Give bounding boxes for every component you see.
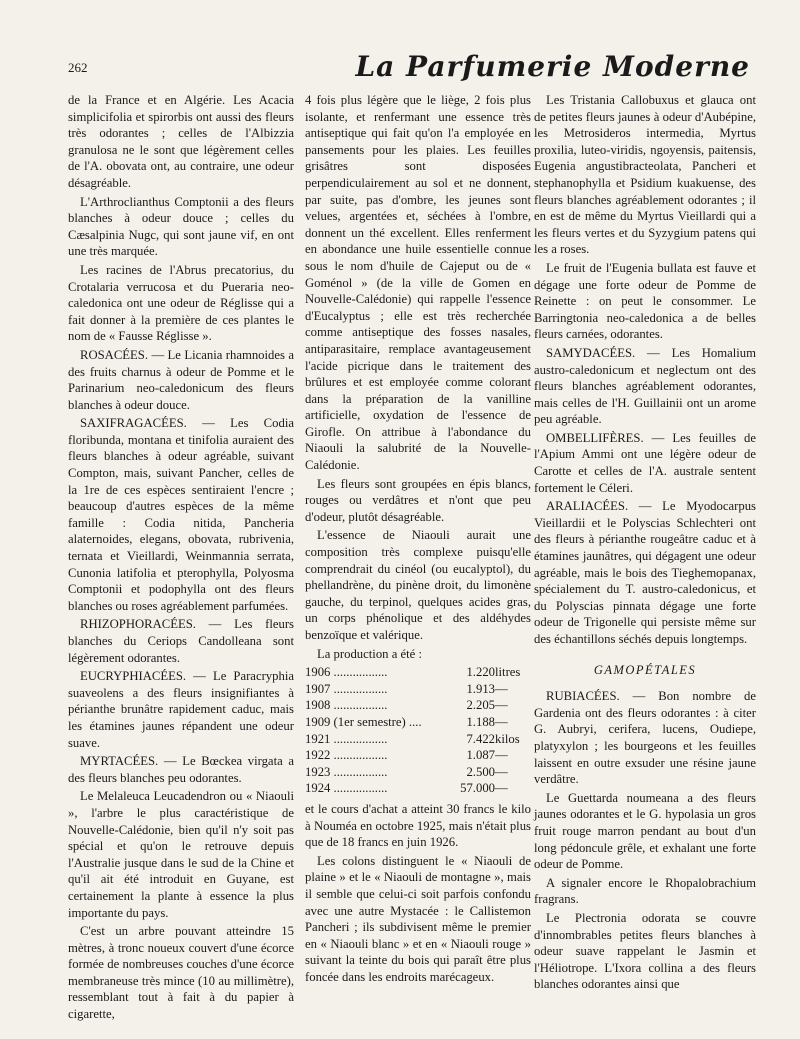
- journal-masthead: La Parfumerie Moderne: [355, 50, 750, 83]
- table-row: [305, 764, 531, 781]
- year-cell: 1921 .................: [305, 731, 388, 746]
- paragraph: 4 fois plus légère que le liège, 2 fois plus isolante, et renfermant une essence très antiseptique qui fait qu'on l'a employée en pansements pour les plaies. Les feuilles grisâtres sont disposées perpendiculairement au sol et ne donnent, par suite, pas d'ombre, les jeunes sont velues, argentées et, séchées à l'ombre, donnent un thé excellent. Elles renferment en abondance une huile essentielle connue sous le nom d'huile de Cajeput ou de « Goménol » (de la ville de Gomen en Nouvelle-Calédonie) qui rappelle l'essence d'Eucalyptus ; elle est très recherchée comme antiseptique des fosses nasales, antiparasitaire, remplace avantageusement l'acide picrique dans le traitement des brûlures et est employée comme colorant dans la préparation de la vanilline artificielle, oxydation de l'essence de Girofle. On attribue à l'abondance du Niaouli la salubrité de la Nouvelle-Calédonie.: [305, 93, 531, 473]
- paragraph: SAMYDACÉES. — Les Homalium austro-caledonicum et neglectum ont des fleurs blanches agréablement odorantes, mais celles de l'H. Guillainii ont un arome peu agréable.: [534, 345, 756, 427]
- production-table: [305, 664, 531, 797]
- paragraph: RUBIACÉES. — Bon nombre de Gardenia ont des fleurs odorantes : à citer G. Aubryi, cerifera, lucens, Oudiepe, platyxylon ; les bourgeons et les feuilles laissent en outre exsuder une résine jaune verdâtre.: [534, 689, 756, 787]
- value-cell: 1.188: [466, 714, 495, 729]
- paragraph: Les Tristania Callobuxus et glauca ont de petites fleurs jaunes à odeur d'Aubépine, les Metrosideros intermedia, Myrtus proxilia, luteo-viridis, ngoyensis, paitensis, Eugenia angustibracteolata, Pancheri et stephanophylla et Psidium kuakuense, des fleurs blanches agréablement odorantes ; il en est de même du Myrtus Vieillardi qui a les fleurs vertes et du Syzygium patens qui les a roses.: [534, 93, 756, 257]
- table-row: [305, 747, 531, 764]
- paragraph: RHIZOPHORACÉES. — Les fleurs blanches du Ceriops Candolleana sont légèrement odorantes.: [68, 617, 294, 665]
- paragraph: Les racines de l'Abrus precatorius, du Crotalaria verrucosa et du Pueraria neo-caledonica ont une odeur de Réglisse qui a fait donner à la première de ces plantes le nom de « Fausse Réglisse ».: [68, 262, 294, 344]
- paragraph: SAXIFRAGACÉES. — Les Codia floribunda, montana et tinifolia auraient des fleurs blanches à odeur agréable, suivant Compton, mais, suivant Pancher, celles de la 1re de ces espèces sentiraient l'encre ; beaucoup d'autres espèces de la même famille : Codia nitida, Pancheria alaternoides, elegans, obovata, rubrivenia, ternata et Vieillardi, Weinmannia serrata, Cunonia latifolia et pterophylla, Polyosma Comptonii et podophylla ont des fleurs blanches ou roses agréablement parfumées.: [68, 416, 294, 613]
- year-cell: 1907 .................: [305, 681, 388, 696]
- value-cell: 7.422: [466, 731, 495, 746]
- paragraph: L'essence de Niaouli aurait une composition très complexe puisqu'elle comprendrait du cinéol (ou eucalyptol), du phellandrène, du pinène droit, du limonène gauche, du terpinol, quelques acides gras, un corps phénolique et des aldéhydes benzoïque et valérique.: [305, 528, 531, 642]
- paragraph: Le Melaleuca Leucadendron ou « Niaouli », l'arbre le plus caractéristique de Nouvelle-Calédonie, bien qu'il n'y soit pas spécial et qu'on le retrouve depuis l'Australie jusque dans le sud de la Chine et qu'il ait été introduit en Guyane, est certainement la plante à essence la plus importante du pays.: [68, 789, 294, 920]
- paragraph: ARALIACÉES. — Le Myodocarpus Vieillardii et le Polyscias Schlechteri ont des fleurs à périanthe rougeâtre caduc et à étamines jaunâtres, qui dégagent une odeur agréable, mais le bois des Tieghemopanax, spécialement du T. austro-caledonicus, et du Polyscias pinnata dégage une forte odeur de Trigonelle qui persiste même sur des échantillons séchés depuis longtemps.: [534, 499, 756, 646]
- table-row: [305, 714, 531, 731]
- value-cell: 1.087: [466, 748, 495, 763]
- year-cell: 1923 .................: [305, 764, 388, 779]
- year-cell: 1924 .................: [305, 781, 388, 796]
- value-cell: 1.913: [466, 681, 495, 696]
- paragraph: L'Arthroclianthus Comptonii a des fleurs blanches à odeur douce ; celles du Cæsalpinia Nugc, qui sont jaune vif, en ont une très marquée.: [68, 194, 294, 259]
- paragraph: La production a été :: [317, 646, 422, 661]
- unit-cell: —: [495, 714, 508, 729]
- value-cell: 2.205: [466, 698, 495, 713]
- value-cell: 1.220: [466, 665, 495, 680]
- paragraph: et le cours d'achat a atteint 30 francs le kilo à Nouméa en octobre 1925, mais n'était plus que de 18 francs en juin 1926.: [305, 801, 531, 850]
- year-cell: 1906 .................: [305, 665, 388, 680]
- page-number: 262: [68, 60, 88, 75]
- paragraph: ROSACÉES. — Le Licania rhamnoides a des fruits charnus à odeur de Pomme et le Parinarium neo-caledonicum des fleurs blanches à odeur douce.: [68, 347, 294, 412]
- unit-cell: —: [495, 698, 508, 713]
- unit-cell: —: [495, 764, 508, 779]
- paragraph: de la France et en Algérie. Les Acacia simplicifolia et spirorbis ont aussi des fleurs très odorantes ; celles de l'Albizzia granulosa ne le sont que légèrement celles de l'A. obovata ont, au contraire, une odeur désagréable.: [68, 93, 294, 190]
- year-cell: 1908 .................: [305, 698, 388, 713]
- paragraph: Les fleurs sont groupées en épis blancs, rouges ou verdâtres et n'ont que peu d'odeur, plutôt désagréable.: [305, 476, 531, 524]
- text-column-left: [68, 92, 294, 1025]
- text-column-middle: [305, 92, 531, 987]
- paragraph: Le Guettarda noumeana a des fleurs jaunes odorantes et le G. hypolasia un gros fruit rouge marron pendant au bout d'un long pédoncule grêle, et exhalant une forte odeur de Pomme.: [534, 790, 756, 872]
- unit-cell: —: [495, 748, 508, 763]
- year-cell: 1909 (1er semestre) ....: [305, 714, 422, 729]
- paragraph: MYRTACÉES. — Le Bœckea virgata a des fleurs blanches peu odorantes.: [68, 754, 294, 785]
- paragraph: Les colons distinguent le « Niaouli de plaine » et le « Niaouli de montagne », mais il semble que celui-ci soit parfois confondu avec une autre Mystacée : le Callistemon Pancheri ; ils subdivisent même le premier en « Niaouli blanc » et en « Niaouli rouge » suivant la teinte du bois qui paraît être plus foncée dans les endroits marécageux.: [305, 853, 531, 984]
- paragraph: OMBELLIFÈRES. — Les feuilles de l'Apium Ammi ont une légère odeur de Carotte et celles de l'A. australe sentent fortement le Céleri.: [534, 430, 756, 495]
- paragraph: C'est un arbre pouvant atteindre 15 mètres, à tronc noueux couvert d'une écorce formée de nombreuses couches d'une écorce membraneuse très mince (10 au millimètre), ressemblant tout à fait à du papier à cigarette,: [68, 924, 294, 1022]
- unit-cell: litres: [495, 665, 521, 680]
- paragraph: Le fruit de l'Eugenia bullata est fauve et dégage une forte odeur de Pomme de Reinette : on peut le consommer. Le Barringtonia neo-caledonica a de belles fleurs carnées, odorantes.: [534, 260, 756, 342]
- table-row: [305, 664, 531, 681]
- text-column-right: [534, 92, 756, 995]
- unit-cell: —: [495, 681, 508, 696]
- paragraph: EUCRYPHIACÉES. — Le Paracryphia suaveolens a des fleurs insignifiantes à périanthe brunâtre rapidement caduc, mais les étamines jaunes répandent une odeur suave.: [68, 669, 294, 750]
- table-row: [305, 697, 531, 714]
- section-title: GAMOPÉTALES: [593, 662, 697, 677]
- paragraph: Le Plectronia odorata se couvre d'innombrables petites fleurs blanches à odeur suave rappelant le Jasmin et l'Héliotrope. L'Ixora collina a des fleurs blanches odorantes ainsi que: [534, 910, 756, 992]
- value-cell: 57.000: [460, 781, 495, 796]
- unit-cell: kilos: [495, 731, 520, 746]
- table-row: [305, 681, 531, 698]
- year-cell: 1922 .................: [305, 748, 388, 763]
- table-row: [305, 780, 531, 797]
- value-cell: 2.500: [466, 764, 495, 779]
- unit-cell: —: [495, 781, 508, 796]
- paragraph: A signaler encore le Rhopalobrachium fragrans.: [534, 875, 756, 907]
- table-row: [305, 731, 531, 748]
